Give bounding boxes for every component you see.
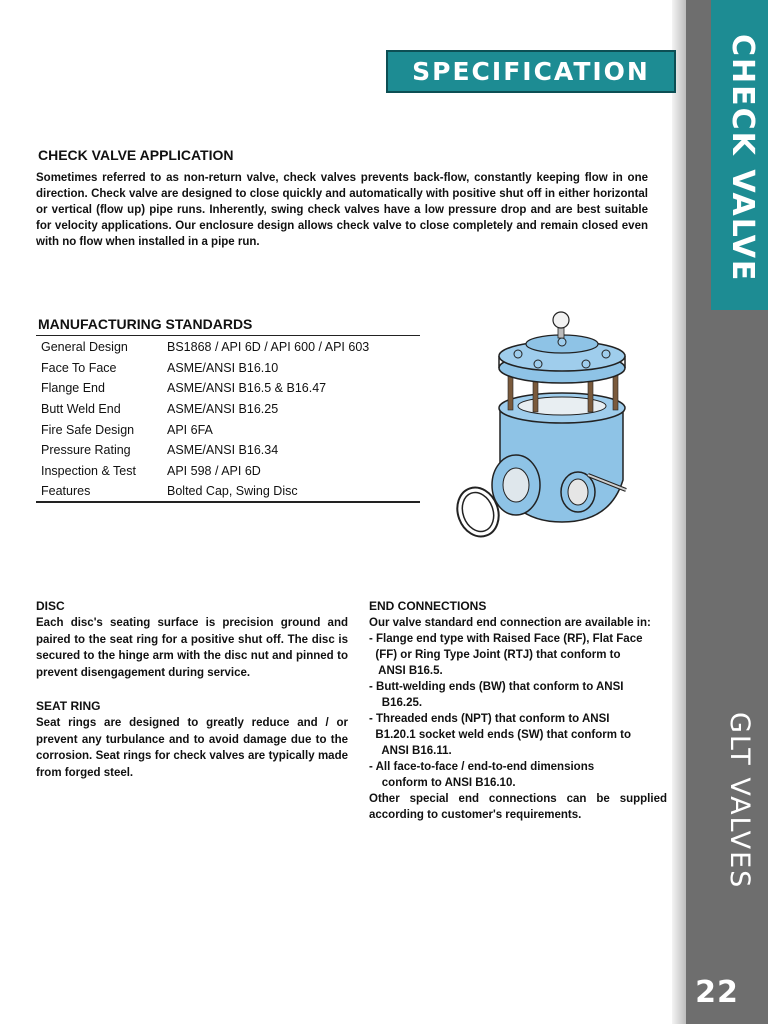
sidebar-category-label: CHECK VALVE (725, 34, 760, 283)
end-connections-heading: END CONNECTIONS (369, 599, 487, 613)
check-valve-illustration (438, 300, 668, 540)
table-row (36, 399, 420, 420)
standards-bottom-rule (36, 501, 420, 503)
seat-ring-text: Seat rings are designed to greatly reduce and / or prevent any turbulance and to avoid damage due to the corrosion. Seat rings for check valves are typically made from forged steel. (36, 717, 348, 779)
standard-value: API 598 / API 6D (167, 463, 261, 478)
standards-table (36, 337, 420, 502)
disc-text: Each disc's seating surface is precision ground and paired to the seat ring for a positive shut off. The disc is secured to the hinge arm with the disc nut and pinned to prevent disengagement during service. (36, 617, 348, 679)
table-row (36, 337, 420, 358)
table-row (36, 440, 420, 461)
standard-value: BS1868 / API 6D / API 600 / API 603 (167, 340, 370, 355)
list-item: Our valve standard end connection are available in: (369, 617, 651, 629)
standard-label: General Design (41, 340, 128, 355)
standard-label: Flange End (41, 381, 105, 396)
table-row (36, 419, 420, 440)
standard-label: Face To Face (41, 360, 117, 375)
disc-heading: DISC (36, 599, 65, 613)
standard-label: Inspection & Test (41, 463, 136, 478)
standards-heading: MANUFACTURING STANDARDS (38, 316, 253, 332)
list-item: - Threaded ends (NPT) that conform to ANSI (369, 713, 610, 725)
standard-label: Fire Safe Design (41, 422, 135, 437)
sidebar-shadow (672, 0, 686, 1024)
standard-value: ASME/ANSI B16.5 & B16.47 (167, 381, 327, 396)
table-row (36, 378, 420, 399)
list-item: B1.20.1 socket weld ends (SW) that conform to (369, 729, 631, 741)
table-row (36, 481, 420, 502)
standards-top-rule (36, 335, 420, 336)
end-connections-list (369, 615, 667, 823)
list-item: Other special end connections can be supplied according to customer's requirements. (369, 793, 667, 821)
list-item: (FF) or Ring Type Joint (RTJ) that conform to (369, 649, 621, 661)
list-item: ANSI B16.11. (369, 745, 452, 757)
standard-value: ASME/ANSI B16.34 (167, 443, 279, 458)
specification-banner: SPECIFICATION (386, 50, 676, 93)
list-item: ANSI B16.5. (369, 665, 443, 677)
application-text: Sometimes referred to as non-return valve, check valves prevents back-flow, constantly keeping flow in one direction. Check valve are designed to close quickly and automatically with positive shut off in either horizontal or vertical (flow up) pipe runs. Inherently, swing check valves have a low pressure drop and are best suitable for velocity applications. Our enclosure design allows check valve to close completely and remain closed even with no flow when installed in a pipe run. (36, 172, 648, 248)
standard-value: ASME/ANSI B16.25 (167, 402, 279, 417)
list-item: - Flange end type with Raised Face (RF), Flat Face (369, 633, 643, 645)
standard-value: ASME/ANSI B16.10 (167, 360, 279, 375)
table-row (36, 358, 420, 379)
list-item: B16.25. (369, 697, 423, 709)
table-row (36, 461, 420, 482)
list-item: conform to ANSI B16.10. (369, 777, 516, 789)
sidebar-brand-label: GLT VALVES (724, 712, 755, 890)
application-heading: CHECK VALVE APPLICATION (38, 147, 234, 163)
page-number: 22 (695, 975, 739, 1010)
list-item: - Butt-welding ends (BW) that conform to ANSI (369, 681, 624, 693)
standard-label: Pressure Rating (41, 443, 131, 458)
standard-label: Features (41, 484, 91, 499)
standard-label: Butt Weld End (41, 402, 121, 417)
standard-value: Bolted Cap, Swing Disc (167, 484, 298, 499)
standard-value: API 6FA (167, 422, 213, 437)
seat-ring-heading: SEAT RING (36, 699, 101, 713)
list-item: - All face-to-face / end-to-end dimensions (369, 761, 595, 773)
